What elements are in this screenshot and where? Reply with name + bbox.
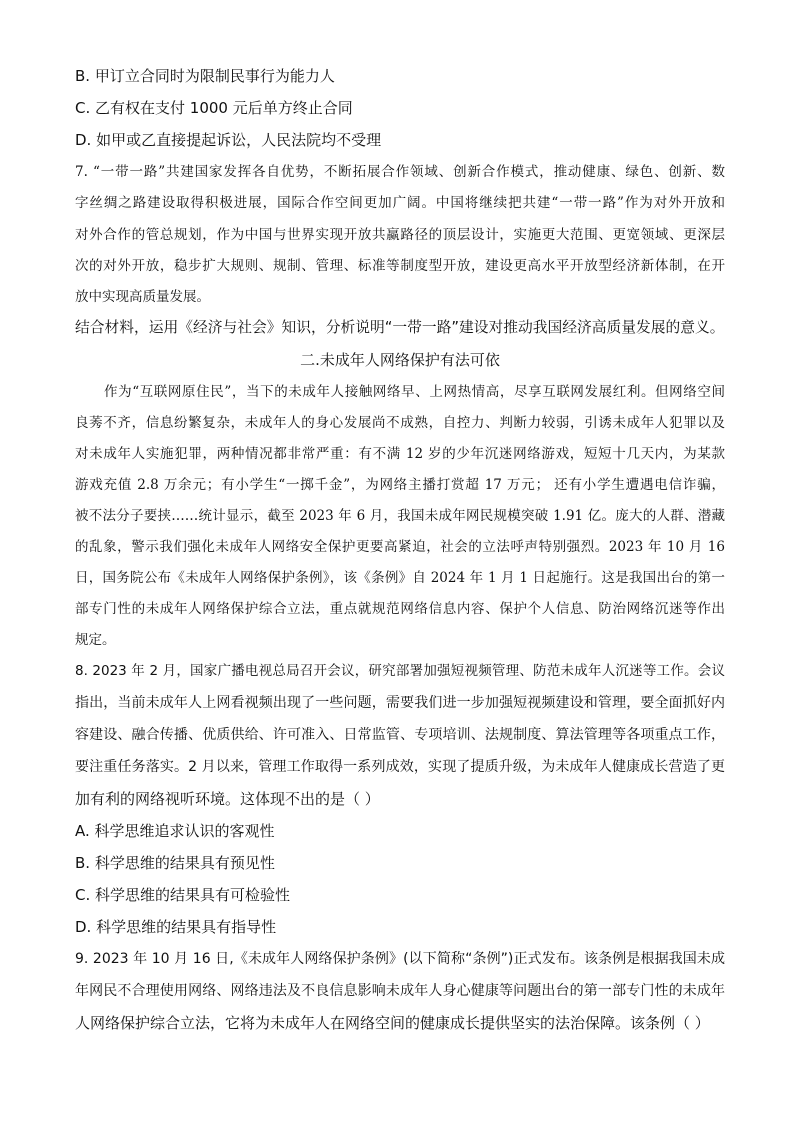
q9-stem-line: 人网络保护综合立法，它将为未成年人在网络空间的健康成长提供坚实的法治保障。该条例（ ）: [75, 1014, 710, 1032]
q9-stem-line: 年网民不合理使用网络、网络违法及不良信息影响未成年人身心健康等问题出台的第一部专门性的未成年: [75, 983, 725, 999]
section2-paragraph-line: 的乱象，警示我们强化未成年人网络安全保护更要高紧迫，社会的立法呼声特别强烈。2023 年 10 月 16: [75, 539, 725, 555]
q8-stem-line: 8. 2023 年 2 月，国家广播电视总局召开会议，研究部署加强短视频管理、防范未成年人沉迷等工作。会议: [75, 663, 725, 679]
section2-paragraph-line: 日，国务院公布《未成年人网络保护条例》，该《条例》自 2024 年 1 月 1 日起施行。这是我国出台的第一: [75, 570, 725, 586]
q7-material-line: 字丝绸之路建设取得积极进展，国际合作空间更加广阔。中国将继续把共建“一带一路”作为对外开放和: [75, 195, 725, 211]
section-title: 二.未成年人网络保护有法可依: [300, 351, 500, 369]
section2-paragraph-line: 部专门性的未成年人网络保护综合立法，重点就规范网络信息内容、保护个人信息、防治网络沉迷等作出: [75, 601, 725, 617]
q8-stem-line: 要注重任务落实。2 月以来，管理工作取得一系列成效，实现了提质升级，为未成年人健康成长营造了更: [75, 759, 725, 775]
q7-question: 结合材料，运用《经济与社会》知识，分析说明“一带一路”建设对推动我国经济高质量发展的意义。: [75, 319, 725, 336]
q7-material-line: 7. “一带一路”共建国家发挥各自优势，不断拓展合作领域、创新合作模式，推动健康、绿色、创新、数: [75, 164, 725, 180]
section2-paragraph-line: 规定。: [75, 632, 116, 648]
q8-option-c: C. 科学思维的结果具有可检验性: [75, 886, 291, 904]
q8-option-b: B. 科学思维的结果具有预见性: [75, 854, 275, 872]
q8-option-a: A. 科学思维追求认识的客观性: [75, 822, 275, 840]
q8-stem-line: 容建设、融合传播、优质供给、许可准入、日常监管、专项培训、法规制度、算法管理等各项重点工作，: [75, 727, 725, 743]
section2-paragraph-line: 对未成年人实施犯罪，两种情况都非常严重：有不满 12 岁的少年沉迷网络游戏，短短十几天内，为某款: [75, 446, 725, 462]
q7-material-line: 对外合作的管总规划，作为中国与世界实现开放共赢路径的顶层设计，实施更大范围、更宽领域、更深层: [75, 227, 725, 243]
q7-material-line: 次的对外开放，稳步扩大规则、规制、管理、标准等制度型开放，建设更高水平开放型经济新体制，在开: [75, 258, 725, 274]
q6-option-b: B. 甲订立合同时为限制民事行为能力人: [75, 67, 335, 85]
q8-option-d: D. 科学思维的结果具有指导性: [75, 918, 277, 936]
q9-stem-line: 9. 2023 年 10 月 16 日,《未成年人网络保护条例》(以下简称“条例”)正式发布。该条例是根据我国未成: [75, 951, 725, 967]
q6-option-c: C. 乙有权在支付 1000 元后单方终止合同: [75, 99, 353, 117]
q8-stem-line: 加有利的网络视听环境。这体现不出的是（ ）: [75, 790, 380, 808]
section2-paragraph-line: 作为“互联网原住民”，当下的未成年人接触网络早、上网热情高，尽享互联网发展红利。但网络空间: [104, 384, 725, 400]
q7-material-line: 放中实现高质量发展。: [75, 289, 210, 305]
section2-paragraph-line: 被不法分子要挟……统计显示，截至 2023 年 6 月，我国未成年网民规模突破 1.91 亿。庞大的人群、潜藏: [75, 508, 725, 524]
section2-paragraph-line: 良莠不齐，信息纷繁复杂，未成年人的身心发展尚不成熟，自控力、判断力较弱，引诱未成年人犯罪以及: [75, 415, 725, 431]
section2-paragraph-line: 游戏充值 2.8 万余元；有小学生“一掷千金”，为网络主播打赏超 17 万元； 还有小学生遭遇电信诈骗，: [75, 477, 725, 493]
q6-option-d: D. 如甲或乙直接提起诉讼，人民法院均不受理: [75, 131, 382, 149]
q8-stem-line: 指出，当前未成年人上网看视频出现了一些问题，需要我们进一步加强短视频建设和管理，要全面抓好内: [75, 695, 725, 711]
